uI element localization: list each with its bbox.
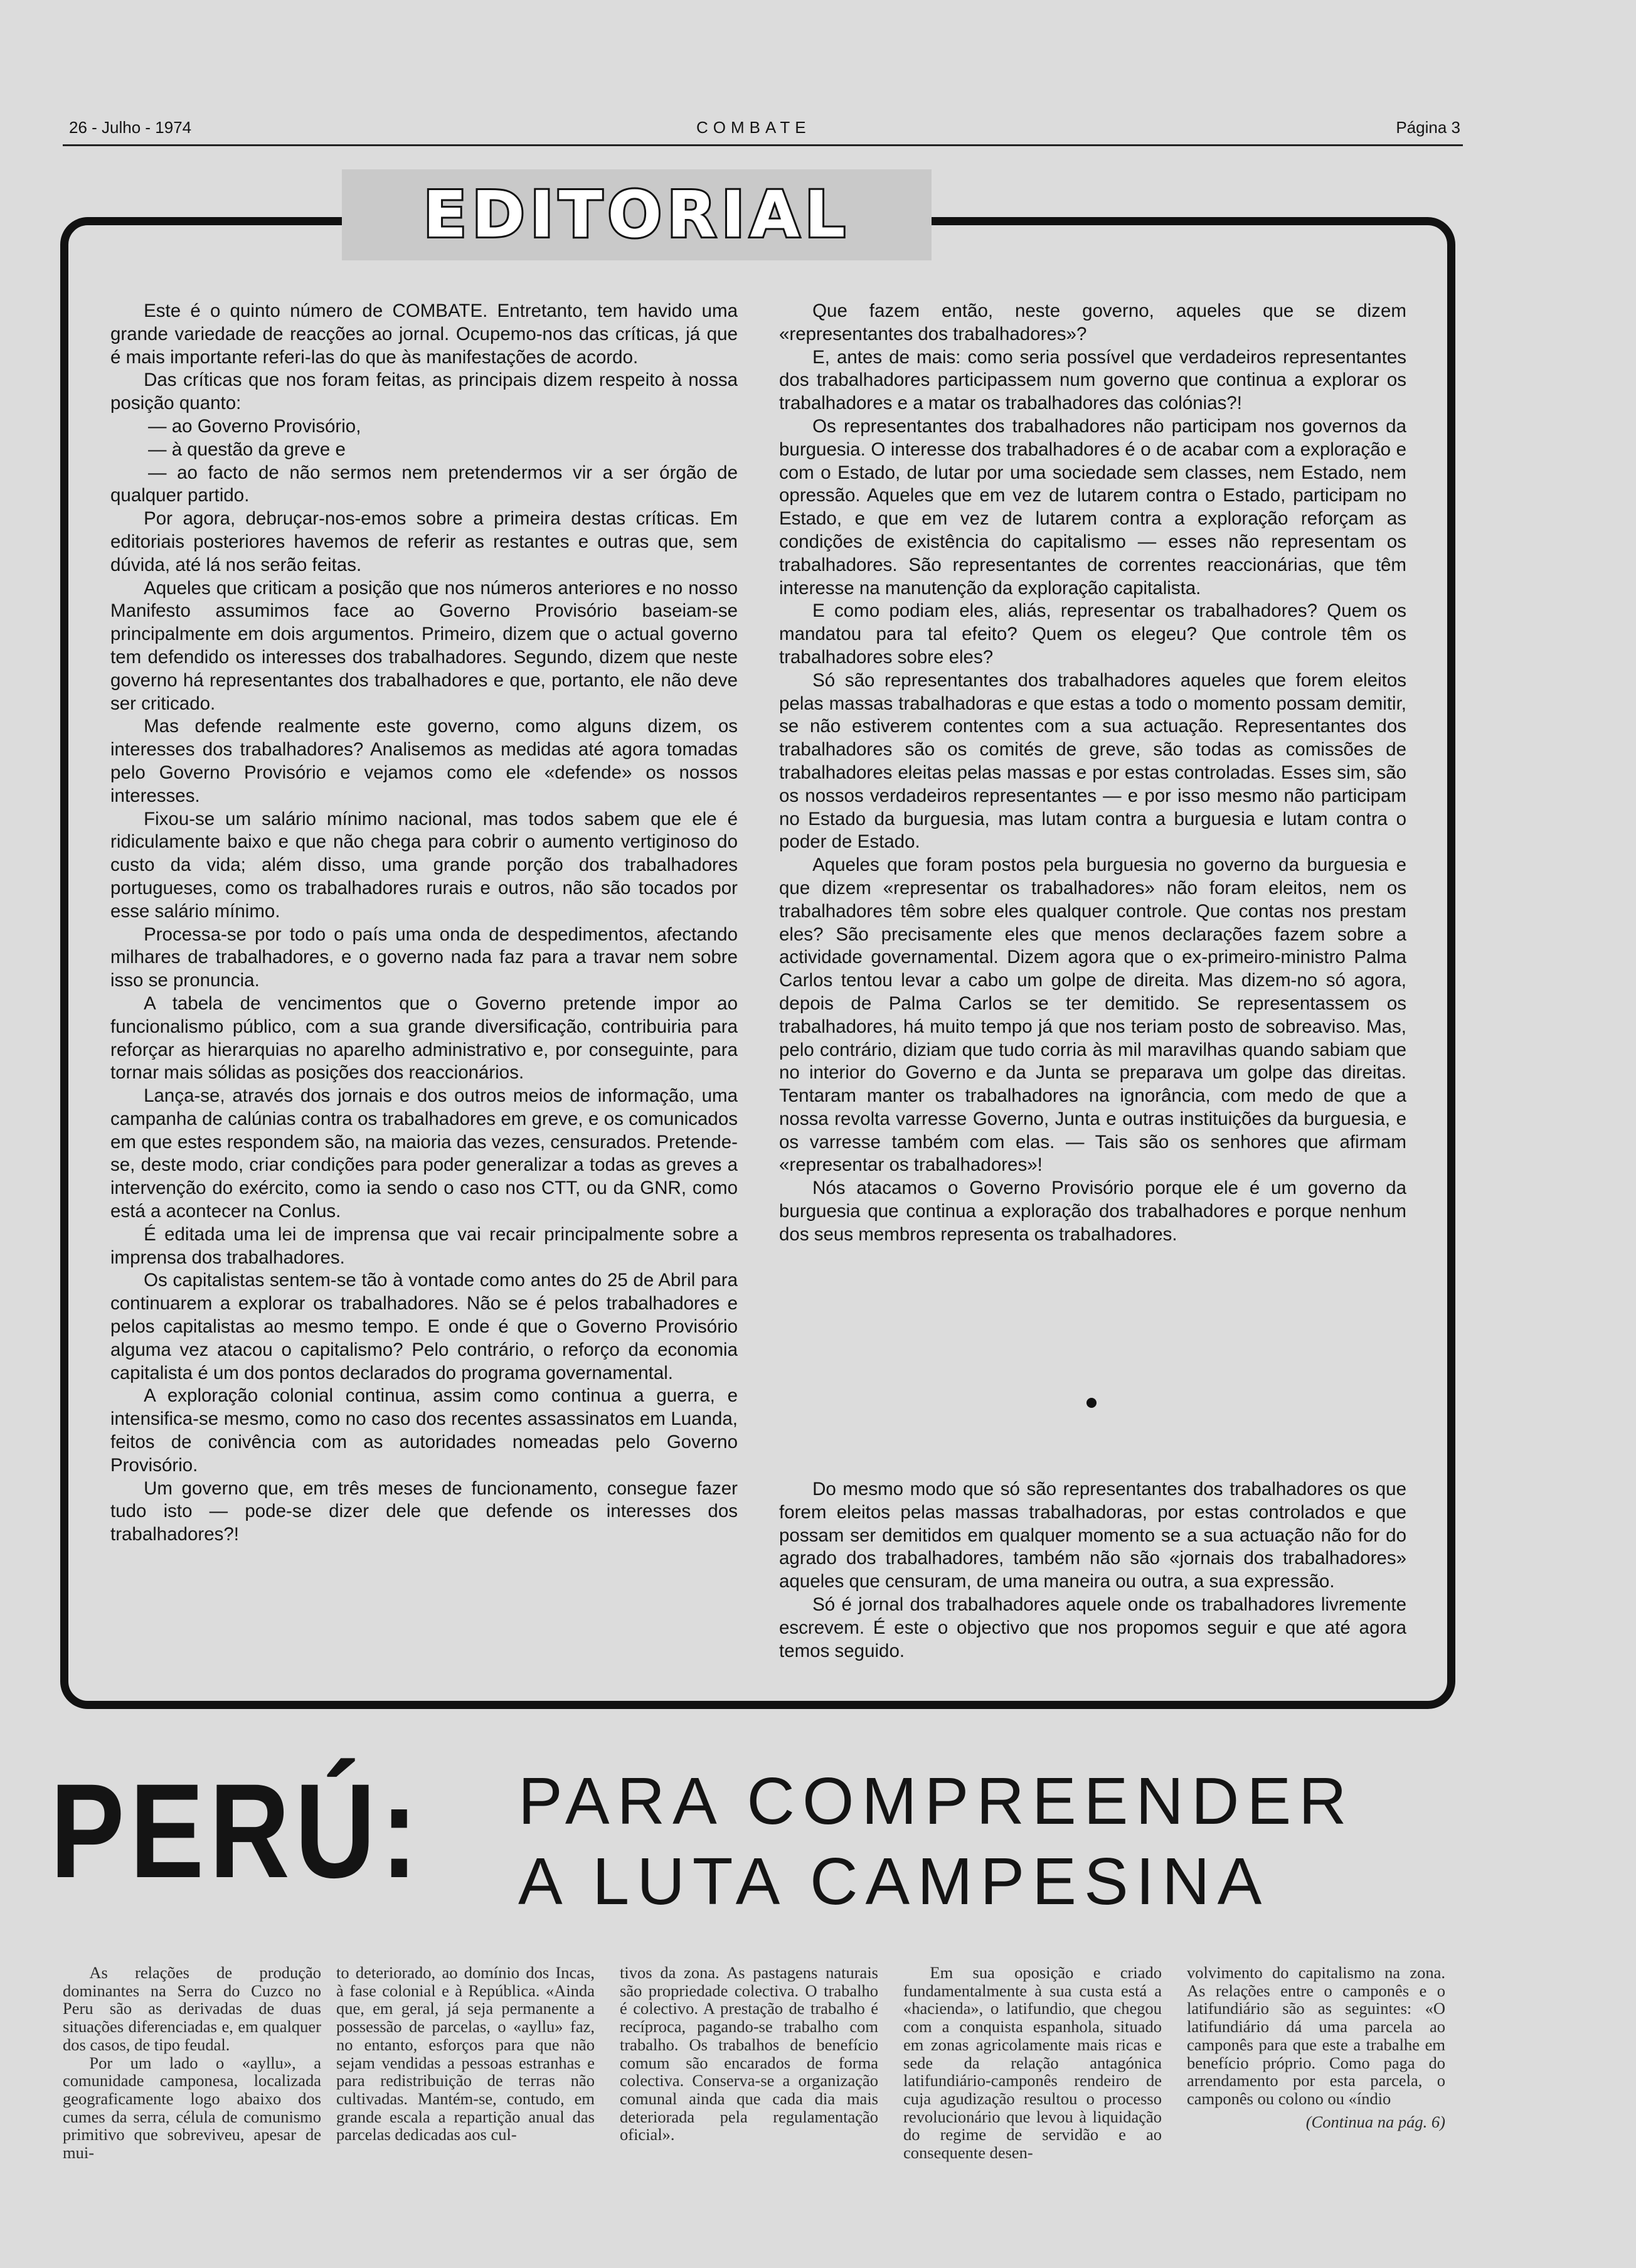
editorial-banner — [342, 169, 932, 260]
paragraph: tivos da zona. As pastagens naturais são propriedade colectiva. O trabalho é colectivo. A prestação de trabalho é recíproca, pagando-se trabalho com trabalho. Os trabalhos de benefício comum são encarados de forma colectiva. Conserva-se a organização comunal ainda que cada dia mais deteriorada pela regulamentação oficial». — [620, 1963, 878, 2144]
issue-date: 26 - Julho - 1974 — [69, 118, 192, 137]
paragraph: Do mesmo modo que só são representantes dos trabalhadores os que forem eleitos pelas massas trabalhadoras, por estas controlados e que possam ser demitidos em qualquer momento se a sua actuação não for do agrado dos trabalhadores, também não são «jornais dos trabalhadores» aqueles que censuram, de uma maneira ou outra, a sua expressão. — [779, 1479, 1406, 1592]
paragraph: Este é o quinto número de COMBATE. Entretanto, tem havido uma grande variedade de reacções ao jornal. Ocupemo-nos das críticas, já que é mais importante referi-las do que às manifestações de acordo. — [110, 301, 738, 368]
paragraph: Que fazem então, neste governo, aqueles que se dizem «representantes dos trabalhadores»? — [779, 301, 1406, 344]
section-bullet — [1086, 1398, 1097, 1408]
editorial-right-closing — [779, 1478, 1406, 1663]
paragraph: Aqueles que criticam a posição que nos números anteriores e no nosso Manifesto assumimos face ao Governo Provisório baseiam-se principalmente em dois argumentos. Primeiro, dizem que o actual governo tem defendido os interesses dos trabalhadores. Segundo, dizem que neste governo há representantes dos trabalhadores e que, portanto, ele não deve ser criticado. — [110, 577, 738, 714]
list-item: — ao facto de não sermos nem pretendermos vir a ser órgão de qualquer partido. — [110, 462, 738, 506]
article-headline-main: PERÚ: — [50, 1756, 423, 1906]
paragraph: Aqueles que foram postos pela burguesia no governo da burguesia e que dizem «representar os trabalhadores» não foram eleitos, nem os trabalhadores têm sobre eles qualquer controle. Que contas nos prestam eles? São precisamente eles que menos declarações fazem sobre a actividade governamental. Dizem agora que o ex-primeiro-ministro Palma Carlos tentou levar a cabo um golpe de direita. Mas dizem-no só agora, depois de Palma Carlos se ter demitido. Se representassem os trabalhadores, há muito tempo já que nos teriam posto de sobreaviso. Mas, pelo contrário, diziam que tudo corria às mil maravilhas quando sabiam que no interior do Governo e da Junta se preparava um golpe das direitas. Tentaram manter os trabalhadores na ignorância, com medo de que a nossa revolta varresse Governo, Junta e outras instituições da burguesia, e os varresse também com elas. — Tais são os senhores que afirmam «representar os trabalhadores»! — [779, 854, 1406, 1176]
paragraph: Mas defende realmente este governo, como alguns dizem, os interesses dos trabalhadores? Analisemos as medidas até agora tomadas pelo Governo Provisório e vejamos como ele «defende» os nossos interesses. — [110, 716, 738, 806]
paragraph: A tabela de vencimentos que o Governo pretende impor ao funcionalismo público, com a sua grande diversificação, contribuiria para reforçar as hierarquias no aparelho administrativo e, por conseguinte, para tornar mais sólidas as posições dos reaccionários. — [110, 993, 738, 1083]
list-item: — à questão da greve e — [148, 439, 346, 460]
editorial-left-column — [110, 300, 738, 1547]
article-headline-line2: A LUTA CAMPESINA — [518, 1845, 1270, 1919]
continuation-note: (Continua na pág. 6) — [1305, 2112, 1445, 2131]
paragraph: Os capitalistas sentem-se tão à vontade como antes do 25 de Abril para continuarem a explorar os trabalhadores. Não se é pelos trabalhadores e pelos capitalistas ao mesmo tempo. E onde é que o Governo Provisório alguma vez atacou o capitalismo? Pelo contrário, o reforço da economia capitalista é um dos pontos declarados do programa governamental. — [110, 1270, 738, 1383]
article-column-1 — [63, 1964, 321, 2162]
paragraph: to deteriorado, ao domínio dos Incas, à fase colonial e à República. «Ainda que, em geral, já seja permanente a possessão de parcelas, o «ayllu» faz, no entanto, esforços para que não sejam vendidas a pessoas estranhas e para redistribuição de terras não cultivadas. Mantém-se, contudo, em grande escala a repartição anual das parcelas dedicadas aos cul- — [336, 1963, 595, 2144]
paragraph: Só é jornal dos trabalhadores aquele onde os trabalhadores livremente escrevem. É este o objectivo que nos propomos seguir e que até agora temos seguido. — [779, 1594, 1406, 1661]
paragraph: Os representantes dos trabalhadores não participam nos governos da burguesia. O interesse dos trabalhadores é o de acabar com a exploração e com o Estado, de lutar por uma sociedade sem classes, nem Estado, nem opressão. Aqueles que em vez de lutarem contra o Estado, participam no Estado, e que em vez de lutarem contra a exploração reforçam as condições de existência do capitalismo — esses não representam os trabalhadores. São representantes de correntes reaccionárias, que têm interesse na manutenção da exploração capitalista. — [779, 415, 1406, 599]
paragraph: Em sua oposição e criado fundamentalmente à sua custa está a «hacienda», o latifundio, que chegou com a conquista espanhola, situado em zonas agricolamente mais ricas e sede da relação antagónica latifundiário-camponês rendeiro de cuja agudização resultou o processo revolucionário que levou à liquidação do regime de servidão e ao consequente desen- — [903, 1963, 1162, 2163]
newspaper-name: COMBATE — [696, 118, 811, 137]
paragraph: Fixou-se um salário mínimo nacional, mas todos sabem que ele é ridiculamente baixo e que não chega para cobrir o aumento vertiginoso do custo da vida; além disso, uma grande porção dos trabalhadores portugueses, como os trabalhadores rurais e outros, não são tocados por esse salário mínimo. — [110, 808, 738, 922]
article-column-5 — [1187, 1964, 1445, 2131]
paragraph: Processa-se por todo o país uma onda de despedimentos, afectando milhares de trabalhadores, e o governo nada faz para a travar nem sobre isso se pronuncia. — [110, 924, 738, 991]
paragraph: Um governo que, em três meses de funcionamento, consegue fazer tudo isto — pode-se dizer dele que defende os interesses dos trabalhadores?! — [110, 1477, 738, 1545]
paragraph: Lança-se, através dos jornais e dos outros meios de informação, uma campanha de calúnias contra os trabalhadores em greve, e os comunicados em que estes respondem são, na maioria das vezes, censurados. Pretende-se, deste modo, criar condições para poder generalizar a todas as greves a intervenção do exército, como ia sendo o caso nos CTT, ou da GNR, como está a acontecer na Conlus. — [110, 1085, 738, 1222]
paragraph: volvimento do capitalismo na zona. As relações entre o camponês e o latifundiário são as seguintes: «O latifundiário dá uma parcela ao camponês para que este a trabalhe em benefício próprio. Como paga do arrendamento por esta parcela, o camponês ou colono ou «índio — [1187, 1963, 1445, 2108]
paragraph: A exploração colonial continua, assim como continua a guerra, e intensifica-se mesmo, como no caso dos recentes assassinatos em Luanda, feitos de conivência com as autoridades nomeadas pelo Governo Provisório. — [110, 1385, 738, 1476]
paragraph: As relações de produção dominantes na Serra do Cuzco no Peru são as derivadas de duas situações diferenciadas e, em qualquer dos casos, de tipo feudal. — [63, 1963, 321, 2054]
paragraph: É editada uma lei de imprensa que vai recair principalmente sobre a imprensa dos trabalhadores. — [110, 1223, 738, 1268]
editorial-right-column — [779, 300, 1406, 1247]
article-headline-line1: PARA COMPREENDER — [518, 1764, 1354, 1838]
paragraph: Por agora, debruçar-nos-emos sobre a primeira destas críticas. Em editoriais posteriores havemos de referir as restantes e outras que, sem dúvida, até lá nos serão feitas. — [110, 508, 738, 575]
paragraph: E como podiam eles, aliás, representar os trabalhadores? Quem os mandatou para tal efeito? Quem os elegeu? Que controle têm os trabalhadores sobre eles? — [779, 600, 1406, 668]
paragraph: Nós atacamos o Governo Provisório porque ele é um governo da burguesia que continua a exploração dos trabalhadores e porque nenhum dos seus membros representa os trabalhadores. — [779, 1178, 1406, 1245]
page-header — [63, 117, 1463, 146]
list-item: — ao Governo Provisório, — [148, 415, 361, 437]
paragraph: E, antes de mais: como seria possível que verdadeiros representantes dos trabalhadores participassem num governo que continua a explorar os trabalhadores e a matar os trabalhadores das colónias?! — [779, 346, 1406, 414]
editorial-heading: EDITORIAL — [423, 178, 851, 252]
article-column-2 — [336, 1964, 595, 2144]
paragraph: Só são representantes dos trabalhadores aqueles que forem eleitos pelas massas trabalhadoras e que estas a todo o momento possam demitir, se não estiverem contentes com a sua actuação. Representantes dos trabalhadores são os comités de greve, são todas as comissões de trabalhadores eleitas pelas massas e por estas controladas. Esses sim, são os nossos verdadeiros representantes — e por isso mesmo não participam no Estado da burguesia, mas lutam contra a burguesia e lutam contra o poder de Estado. — [779, 669, 1406, 853]
paragraph: Por um lado o «ayllu», a comunidade camponesa, localizada geograficamente logo abaixo dos cumes da serra, célula de comunismo primitivo que sobreviveu, apesar de mui- — [63, 2053, 321, 2163]
page-number: Página 3 — [1396, 118, 1460, 137]
article-column-4 — [903, 1964, 1162, 2162]
paragraph: Das críticas que nos foram feitas, as principais dizem respeito à nossa posição quanto: — [110, 370, 738, 414]
article-column-3 — [620, 1964, 878, 2144]
